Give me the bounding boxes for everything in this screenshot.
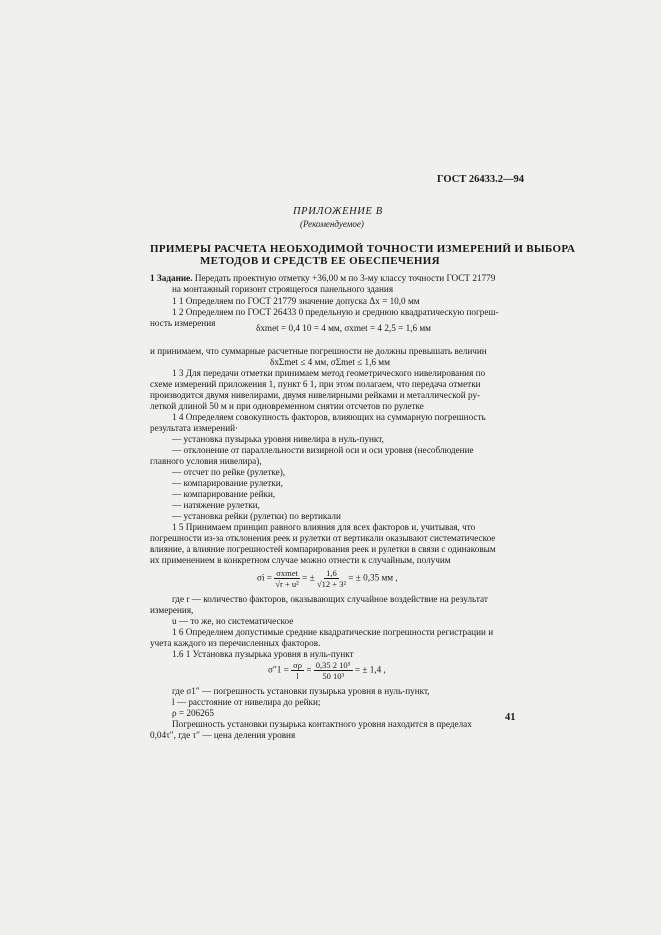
fraction-denominator: √12 + 3² <box>316 579 346 589</box>
paragraph-1-6-line1: 1 6 Определяем допустимые средние квадратические погрешности регистрации и <box>172 627 494 637</box>
fraction-denominator: 50 10³ <box>322 671 345 681</box>
formula-lhs: σ″1 = <box>268 664 289 675</box>
section-heading-line2: МЕТОДОВ И СРЕДСТВ ЕЕ ОБЕСПЕЧЕНИЯ <box>200 255 440 267</box>
factor-item: — установка рейки (рулетки) по вертикали <box>172 511 341 521</box>
paragraph-1-4-line1: 1 4 Определяем совокупность факторов, влияющих на суммарную погрешность <box>172 412 486 422</box>
formula-equals: = ± <box>302 572 315 583</box>
factor-item: — компарирование рулетки, <box>172 478 283 488</box>
task-text: Передать проектную отметку +36,00 м по 3-му классу точности ГОСТ 21779 <box>192 273 496 283</box>
paragraph-1-4-line2: результата измерений· <box>150 423 239 433</box>
page-number: 41 <box>505 712 516 723</box>
factor-item-continuation: главного условия нивелира), <box>150 456 262 466</box>
paragraph-1-3-line4: леткой длиной 50 м и при одновременном снятии отсчетов по рулетке <box>150 401 424 411</box>
fraction-denominator: l <box>296 671 299 681</box>
fraction-numerator: σxmet <box>276 568 298 578</box>
paragraph-1-5-line2: погрешности из-за отклонения реек и рулетки от вертикали оказывают систематическое <box>150 533 496 543</box>
formula-limits: δxΣmet ≤ 4 мм, σΣmet ≤ 1,6 мм <box>270 357 390 367</box>
fraction <box>291 660 304 681</box>
paragraph-1-6-1: 1.6 1 Установка пузырька уровня в нуль-пункт <box>172 649 354 659</box>
where-l: l — расстояние от нивелира до рейки; <box>172 697 321 707</box>
formula-lhs: σi = <box>257 572 272 583</box>
paragraph-1-3-line1: 1 3 Для передачи отметки принимаем метод геометрического нивелирования по <box>172 368 486 378</box>
paragraph-1-2-line1: 1 2 Определяем по ГОСТ 26433 0 предельную и среднюю квадратическую погреш- <box>172 307 499 317</box>
fraction-denominator: √r + u² <box>275 579 299 589</box>
appendix-subtitle: (Рекомендуемое) <box>300 219 364 229</box>
accept-text: и принимаем, что суммарные расчетные погрешности не должны превышать величин <box>150 346 487 356</box>
factor-item: — установка пузырька уровня нивелира в нуль-пункт, <box>172 434 384 444</box>
formula-equals: = <box>306 664 312 675</box>
factor-item: — отсчет по рейке (рулетке), <box>172 467 286 477</box>
paragraph-1-3-line2: схеме измерений приложения 1, пункт 6 1, при этом полагаем, что передача отметки <box>150 379 481 389</box>
factor-item: — компарирование рейки, <box>172 489 276 499</box>
last-paragraph-line2: 0,04τ″, где τ″ — цена деления уровня <box>150 730 296 740</box>
formula-tolerance: δxmet = 0,4 10 = 4 мм, σxmet = 4 2,5 = 1,6 мм <box>256 323 431 333</box>
fraction <box>314 660 353 681</box>
factor-item: — натяжение рулетки, <box>172 500 260 510</box>
task-line1 <box>150 273 495 284</box>
task-label: 1 Задание. <box>150 273 193 283</box>
where-sigma-1: где σ1″ — погрешность установки пузырька уровня в нуль-пункт, <box>172 686 430 696</box>
formula-result: = ± 0,35 мм , <box>348 572 398 583</box>
fraction <box>317 568 346 589</box>
where-r-line1: где r — количество факторов, оказывающих случайное воздействие на результат <box>172 594 488 604</box>
factor-item: — отклонение от параллельности визирной оси и оси уровня (несоблюдение <box>172 445 474 455</box>
paragraph-1-3-line3: производится двумя нивелирами, двумя нивелирными рейками и металлической ру- <box>150 390 481 400</box>
paragraph-1-2-line2: ность измерения <box>150 318 216 328</box>
fraction-numerator: 0,35 2 10⁵ <box>315 660 351 670</box>
formula-result: = ± 1,4 , <box>354 664 386 675</box>
section-heading-line1: ПРИМЕРЫ РАСЧЕТА НЕОБХОДИМОЙ ТОЧНОСТИ ИЗМЕРЕНИЙ И ВЫБОРА <box>150 243 576 255</box>
fraction <box>274 568 300 589</box>
formula-sigma-1 <box>268 660 386 681</box>
formula-sigma-i <box>257 568 398 589</box>
task-line2: на монтажный горизонт строящегося панельного здания <box>172 284 394 294</box>
paragraph-1-5-line1: 1 5 Принимаем принцип равного влияния для всех факторов и, учитывая, что <box>172 522 476 532</box>
paragraph-1-5-line4: их применением в конкретном случае можно отнести к случайным, получим <box>150 555 451 565</box>
where-r-line2: измерения, <box>150 605 194 615</box>
appendix-title: ПРИЛОЖЕНИЕ В <box>293 206 383 217</box>
paragraph-1-1: 1 1 Определяем по ГОСТ 21779 значение допуска Δx = 10,0 мм <box>172 296 420 306</box>
paragraph-1-6-line2: учета каждого из перечисленных факторов. <box>150 638 321 648</box>
fraction-numerator: σρ <box>293 660 302 670</box>
fraction-numerator: 1,6 <box>326 568 337 578</box>
rho-value: ρ = 206265 <box>172 708 214 718</box>
last-paragraph-line1: Погрешность установки пузырька контактного уровня находится в пределах <box>172 719 472 729</box>
standard-number: ГОСТ 26433.2—94 <box>437 174 525 185</box>
paragraph-1-5-line3: влияние, а влияние погрешностей компарирования реек и рулетки в связи с одинаковым <box>150 544 496 554</box>
where-u: u — то же, но систематическое <box>172 616 294 626</box>
